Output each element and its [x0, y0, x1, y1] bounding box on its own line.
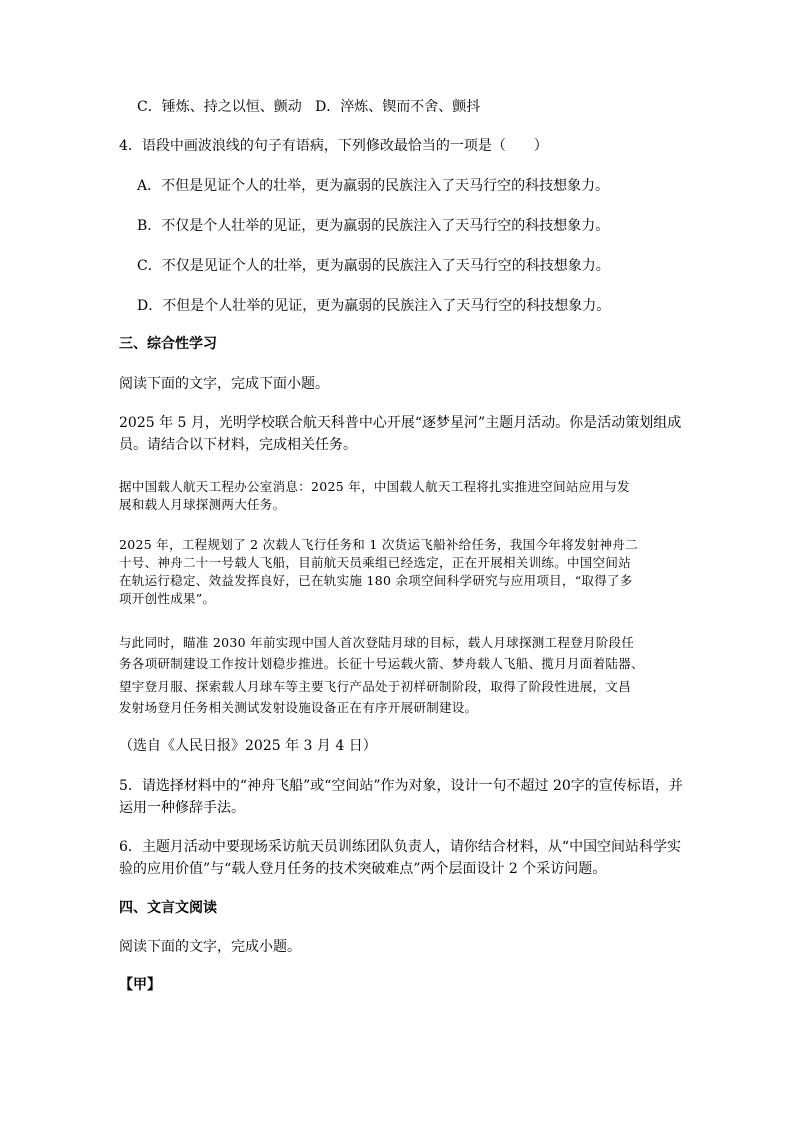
- material-line: 望宇登月服、探索载人月球车等主要飞行产品处于初样研制阶段，取得了阶段性进展，文昌: [119, 679, 632, 694]
- section3-intro: 阅读下面的文字，完成下面小题。: [119, 376, 329, 392]
- material-line: 据中国载人航天工程办公室消息：2025 年，中国载人航天工程将扎实推进空间站应用与发: [119, 479, 630, 494]
- q6-line: 验的应用价值”与“载人登月任务的技术突破难点”两个层面设计 2 个采访问题。: [119, 861, 607, 877]
- q3-option-c: C．锤炼、持之以恒、颤动: [137, 99, 302, 115]
- material-line: 2025 年，工程规划了 2 次载人飞行任务和 1 次货运飞船补给任务，我国今年将发射神舟二: [119, 537, 638, 552]
- q3-options-cd: [137, 98, 480, 116]
- q3-option-d: D．淬炼、锲而不舍、颤抖: [315, 99, 481, 115]
- q4-option-c: C．不仅是见证个人的壮举，更为羸弱的民族注入了天马行空的科技想象力。: [137, 258, 610, 274]
- q4-option-b: B．不仅是个人壮举的见证，更为羸弱的民族注入了天马行空的科技想象力。: [137, 218, 610, 234]
- q4-stem: 4．语段中画波浪线的句子有语病，下列修改最恰当的一项是（ ）: [119, 138, 548, 154]
- material-line: 在轨运行稳定、效益发挥良好，已在轨实施 180 余项空间科学研究与应用项目，“取得了多: [119, 573, 633, 588]
- q5-line: 运用一种修辞手法。: [119, 800, 245, 816]
- background-line: 员。请结合以下材料，完成相关任务。: [119, 437, 357, 453]
- material-line: 十号、神舟二十一号载人飞船，目前航天员乘组已经选定，正在开展相关训练。中国空间站: [119, 555, 632, 570]
- section3-heading: 三、综合性学习: [119, 336, 217, 352]
- material-line: 发射场登月任务相关测试发射设施设备正在有序开展研制建设。: [119, 700, 478, 715]
- background-line: 2025 年 5 月，光明学校联合航天科普中心开展“逐梦星河”主题月活动。你是活动策划组成: [119, 415, 682, 431]
- q4-option-a: A．不但是见证个人的壮举，更为羸弱的民族注入了天马行空的科技想象力。: [137, 178, 610, 194]
- q6-line: 6．主题月活动中要现场采访航天员训练团队负责人，请你结合材料，从“中国空间站科学实: [119, 839, 682, 855]
- passage-label-jia: 【甲】: [119, 977, 161, 993]
- material-source: （选自《人民日报》2025 年 3 月 4 日）: [119, 738, 377, 754]
- material-line: 项开创性成果”。: [119, 591, 216, 606]
- material-line: 务各项研制建设工作按计划稳步推进。长征十号运载火箭、梦舟载人飞船、揽月月面着陆器、: [119, 656, 644, 671]
- section4-intro: 阅读下面的文字，完成小题。: [119, 939, 301, 955]
- material-line: 与此同时，瞄准 2030 年前实现中国人首次登陆月球的目标，载人月球探测工程登月阶段任: [119, 635, 635, 650]
- q5-line: 5．请选择材料中的“神舟飞船”或“空间站”作为对象，设计一句不超过 20字的宣传标语，并: [119, 778, 683, 794]
- q4-option-d: D．不但是个人壮举的见证，更为羸弱的民族注入了天马行空的科技想象力。: [137, 298, 611, 314]
- section4-heading: 四、文言文阅读: [119, 900, 217, 916]
- material-line: 展和载人月球探测两大任务。: [119, 497, 286, 512]
